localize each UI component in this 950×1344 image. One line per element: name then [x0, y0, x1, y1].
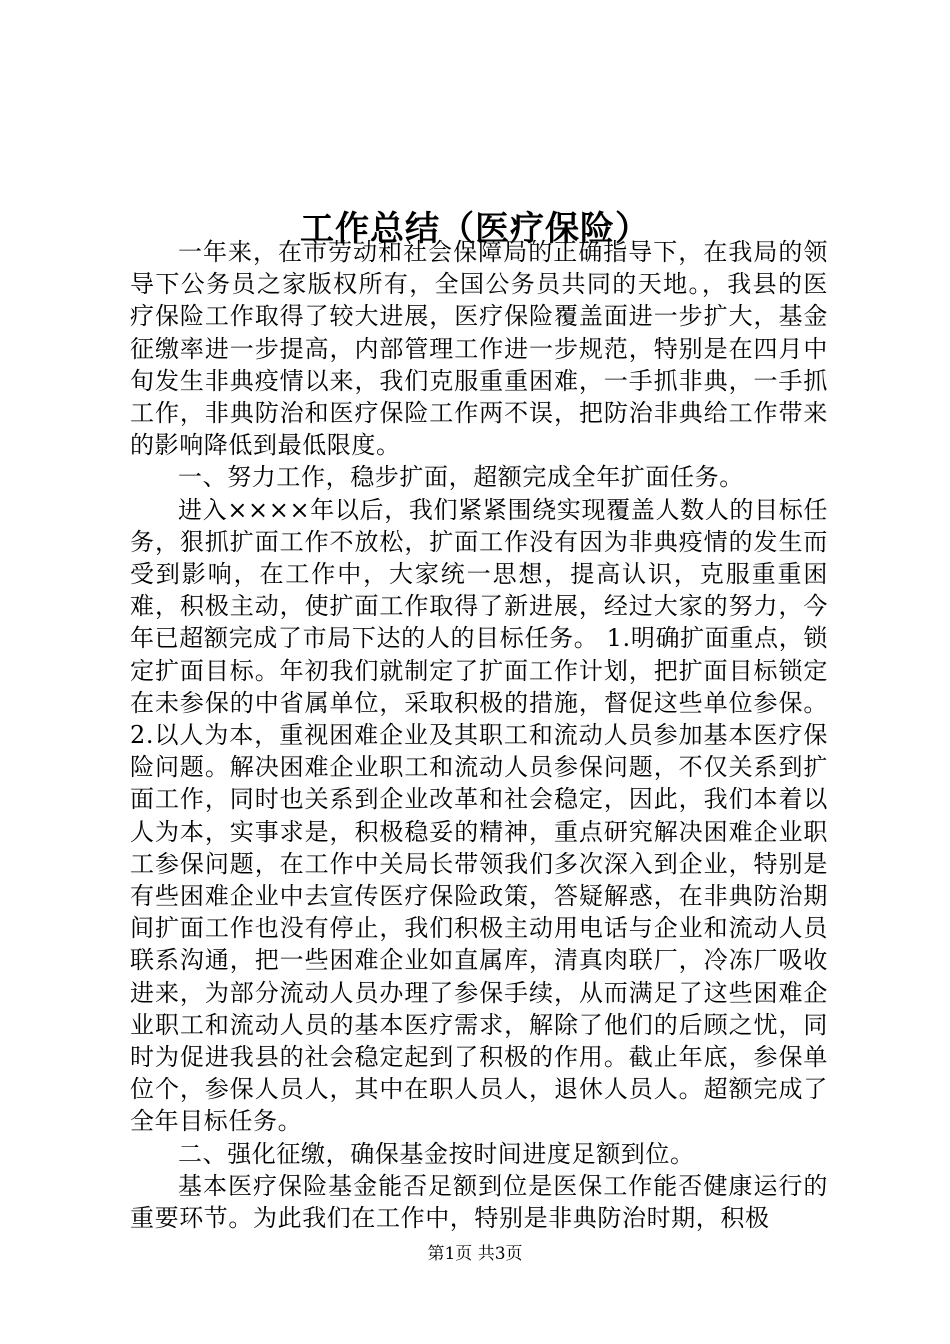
paragraph-section-1: 进入××××年以后，我们紧紧围绕实现覆盖人数人的目标任务，狠抓扩面工作不放松，扩面工作没有因为非典疫情的发生而受到影响，在工作中，大家统一思想，提高认识，克服重重困难，积极主动，使扩面工作取得了新进展，经过大家的努力，今年已超额完成了市局下达的人的目标任务。 1.明确扩面重点，锁定扩面目标。年初我们就制定了扩面工作计划，把扩面目标锁定在未参保的中省属单位，采取积极的措施，督促这些单位参保。 2.以人为本，重视困难企业及其职工和流动人员参加基本医疗保险问题。解决困难企业职工和流动人员参保问题，不仅关系到扩面工作，同时也关系到企业改革和社会稳定，因此，我们本着以人为本，实事求是，积极稳妥的精神，重点研究解决困难企业职工参保问题，在工作中关局长带领我们多次深入到企业，特别是有些困难企业中去宣传医疗保险政策，答疑解惑，在非典防治期间扩面工作也没有停止，我们积极主动用电话与企业和流动人员联系沟通，把一些困难企业如直属库，清真肉联厂，冷冻厂吸收进来，为部分流动人员办理了参保手续，从而满足了这些困难企业职工和流动人员的基本医疗需求，解除了他们的后顾之忧，同时为促进我县的社会稳定起到了积极的作用。截止年底，参保单位个，参保人员人，其中在职人员人，退休人员人。超额完成了全年目标任务。: [130, 495, 828, 1136]
section-heading-2: 二、强化征缴，确保基金按时间进度足额到位。: [178, 1139, 695, 1168]
paragraph-intro: 一年来，在市劳动和社会保障局的正确指导下，在我局的领导下公务员之家版权所有，全国公务员共同的天地。，我县的医疗保险工作取得了较大进展，医疗保险覆盖面进一步扩大，基金征缴率进一步提高，内部管理工作进一步规范，特别是在四月中旬发生非典疫情以来，我们克服重重困难，一手抓非典，一手抓工作，非典防治和医疗保险工作两不误，把防治非典给工作带来的影响降低到最低限度。: [130, 238, 828, 460]
section-heading-1: 一、努力工作，稳步扩面，超额完成全年扩面任务。: [178, 463, 744, 492]
paragraph-section-2: 基本医疗保险基金能否足额到位是医保工作能否健康运行的重要环节。为此我们在工作中，特别是非典防治时期，积极: [130, 1171, 828, 1233]
page-number-footer: 第1页 共3页: [427, 1244, 523, 1264]
page-title: 工作总结（医疗保险）: [300, 208, 650, 249]
document-body: [130, 236, 828, 1234]
